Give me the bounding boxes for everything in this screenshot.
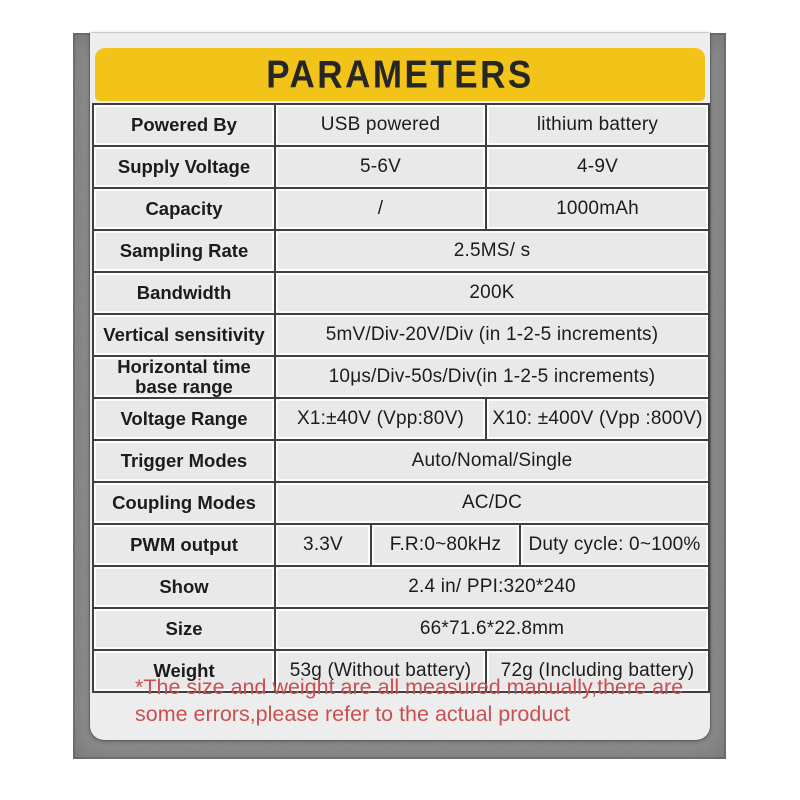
table-row bbox=[93, 314, 709, 356]
disclaimer-line-2: some errors,please refer to the actual product bbox=[135, 702, 570, 726]
spec-value-cell: 2.5MS/ s bbox=[275, 230, 709, 272]
spec-value-cell: F.R:0~80kHz bbox=[371, 524, 520, 566]
spec-label-cell: Powered By bbox=[93, 104, 275, 146]
spec-label-cell: Voltage Range bbox=[93, 398, 275, 440]
table-row bbox=[93, 272, 709, 314]
spec-label-cell: Sampling Rate bbox=[93, 230, 275, 272]
spec-value-cell: 3.3V bbox=[275, 524, 371, 566]
spec-label-cell: Show bbox=[93, 566, 275, 608]
spec-value-cell: 5mV/Div-20V/Div (in 1-2-5 increments) bbox=[275, 314, 709, 356]
spec-label-cell: Weight bbox=[93, 650, 275, 692]
spec-value-cell: 66*71.6*22.8mm bbox=[275, 608, 709, 650]
spec-value-cell: 1000mAh bbox=[486, 188, 709, 230]
spec-table-body bbox=[93, 104, 709, 692]
spec-value-cell: X1:±40V (Vpp:80V) bbox=[275, 398, 486, 440]
spec-label-cell: Vertical sensitivity bbox=[93, 314, 275, 356]
table-row bbox=[93, 398, 709, 440]
spec-value-cell: 53g (Without battery) bbox=[275, 650, 486, 692]
spec-value-cell: Duty cycle: 0~100% bbox=[520, 524, 709, 566]
spec-label-cell: Size bbox=[93, 608, 275, 650]
page-title: PARAMETERS bbox=[266, 52, 534, 96]
spec-value-cell: Auto/Nomal/Single bbox=[275, 440, 709, 482]
table-row bbox=[93, 104, 709, 146]
table-row bbox=[93, 230, 709, 272]
spec-value-cell: AC/DC bbox=[275, 482, 709, 524]
spec-label-cell: Trigger Modes bbox=[93, 440, 275, 482]
spec-label-cell: Supply Voltage bbox=[93, 146, 275, 188]
spec-value-cell: 10μs/Div-50s/Div(in 1-2-5 increments) bbox=[275, 356, 709, 398]
spec-value-cell: 4-9V bbox=[486, 146, 709, 188]
spec-label-cell: Capacity bbox=[93, 188, 275, 230]
spec-table bbox=[92, 103, 710, 693]
spec-value-cell: USB powered bbox=[275, 104, 486, 146]
table-row bbox=[93, 188, 709, 230]
spec-card bbox=[90, 33, 710, 740]
table-row bbox=[93, 524, 709, 566]
table-row bbox=[93, 146, 709, 188]
table-row bbox=[93, 566, 709, 608]
spec-label-cell: Coupling Modes bbox=[93, 482, 275, 524]
table-row bbox=[93, 608, 709, 650]
parameters-banner bbox=[95, 48, 705, 101]
spec-value-cell: lithium battery bbox=[486, 104, 709, 146]
table-row bbox=[93, 440, 709, 482]
table-row bbox=[93, 356, 709, 398]
spec-value-cell: / bbox=[275, 188, 486, 230]
photo-gray-backdrop bbox=[73, 33, 726, 759]
spec-value-cell: 5-6V bbox=[275, 146, 486, 188]
spec-value-cell: X10: ±400V (Vpp :800V) bbox=[486, 398, 709, 440]
spec-label-cell: Horizontal time base range bbox=[93, 356, 275, 398]
measurement-disclaimer bbox=[135, 674, 687, 728]
spec-value-cell: 2.4 in/ PPI:320*240 bbox=[275, 566, 709, 608]
spec-label-cell: Bandwidth bbox=[93, 272, 275, 314]
spec-value-cell: 72g (Including battery) bbox=[486, 650, 709, 692]
spec-value-cell: 200K bbox=[275, 272, 709, 314]
spec-label-cell: PWM output bbox=[93, 524, 275, 566]
disclaimer-line-1: *The size and weight are all measured manually,there are bbox=[135, 675, 684, 699]
table-row bbox=[93, 482, 709, 524]
